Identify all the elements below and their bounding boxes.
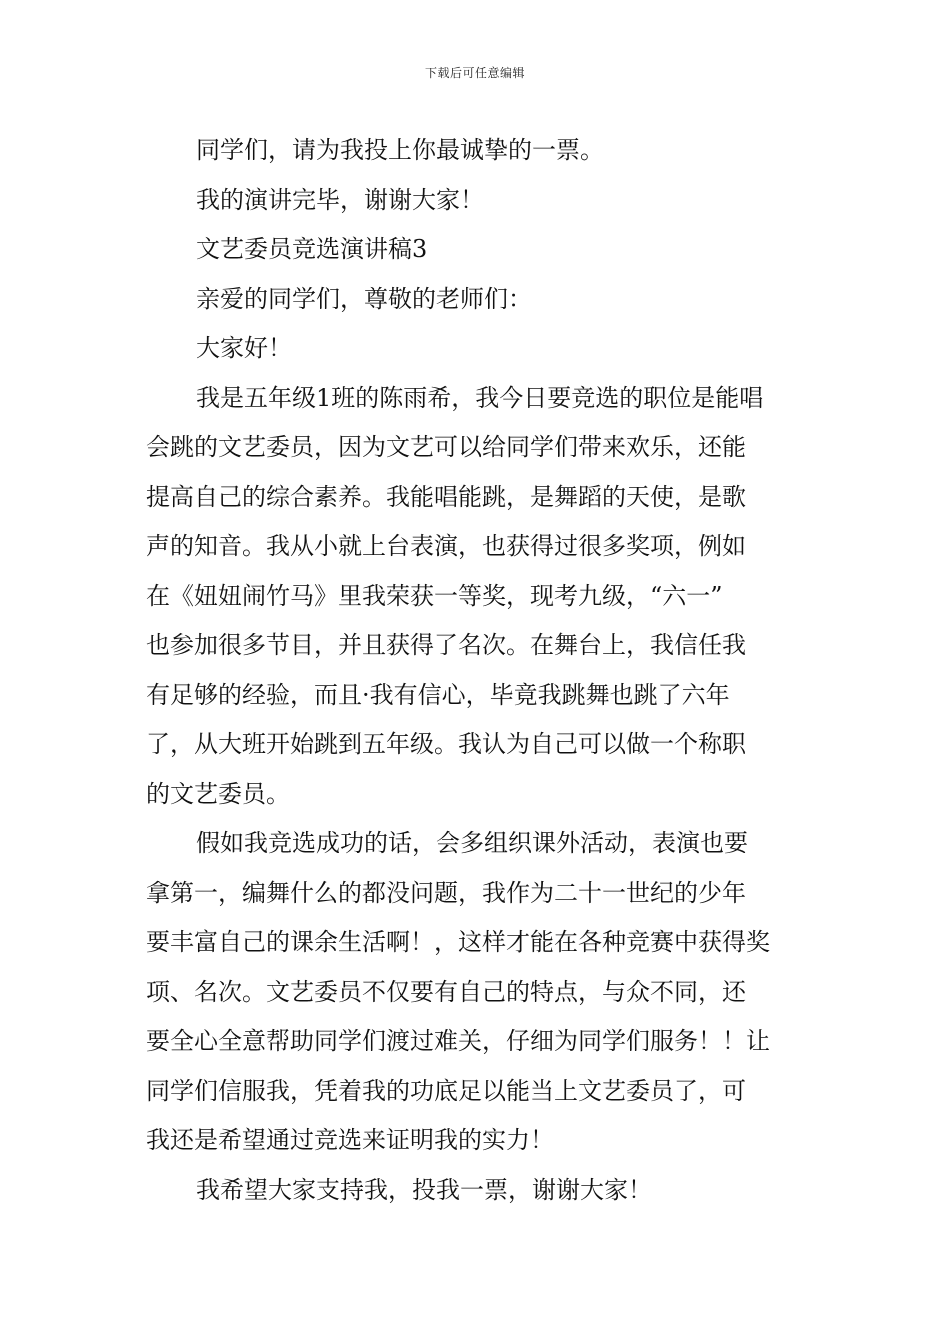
paragraph-line: 同学们，请为我投上你最诚挚的一票。 [196,136,604,164]
paragraph-line: 有足够的经验，而且·我有信心，毕竟我跳舞也跳了六年 [146,680,730,709]
header-note: 下载后可任意编辑 [424,66,525,80]
section-title: 文艺委员竞选演讲稿3 [196,235,428,263]
greeting: 大家好！ [196,334,292,362]
paragraph-line: 了，从大班开始跳到五年级。我认为自己可以做一个称职 [146,730,746,758]
paragraph-line: 要丰富自己的课余生活啊！，这样才能在各种竞赛中获得奖 [146,928,770,956]
paragraph-line: 在《妞妞闹竹马》里我荣获一等奖，现考九级，“六一” [146,581,723,610]
paragraph-line: 声的知音。我从小就上台表演，也获得过很多奖项，例如 [146,532,746,560]
paragraph-line: 同学们信服我，凭着我的功底足以能当上文艺委员了，可 [146,1076,746,1105]
paragraph-line: 假如我竞选成功的话，会多组织课外活动，表演也要 [196,829,748,857]
paragraph-line: 也参加很多节目，并且获得了名次。在舞台上，我信任我 [146,631,746,659]
paragraph-line: 我是五年级1班的陈雨希，我今日要竞选的职位是能唱 [196,383,764,412]
paragraph-line: 会跳的文艺委员，因为文艺可以给同学们带来欢乐，还能 [146,433,746,461]
closing-line: 我希望大家支持我，投我一票，谢谢大家！ [196,1175,652,1204]
paragraph-line: 拿第一，编舞什么的都没问题，我作为二十一世纪的少年 [146,878,746,907]
document-body [146,126,808,1215]
paragraph-line: 提高自己的综合素养。我能唱能跳，是舞蹈的天使，是歌 [146,482,746,511]
paragraph-line: 要全心全意帮助同学们渡过难关，仔细为同学们服务！！让 [146,1027,770,1055]
paragraph-line: 的文艺委员。 [146,779,290,808]
paragraph-line: 我的演讲完毕，谢谢大家！ [196,185,484,214]
paragraph-line: 项、名次。文艺委员不仅要有自己的特点，与众不同，还 [146,977,746,1006]
salutation: 亲爱的同学们，尊敬的老师们： [196,284,532,313]
paragraph-line: 我还是希望通过竞选来证明我的实力！ [146,1126,554,1154]
